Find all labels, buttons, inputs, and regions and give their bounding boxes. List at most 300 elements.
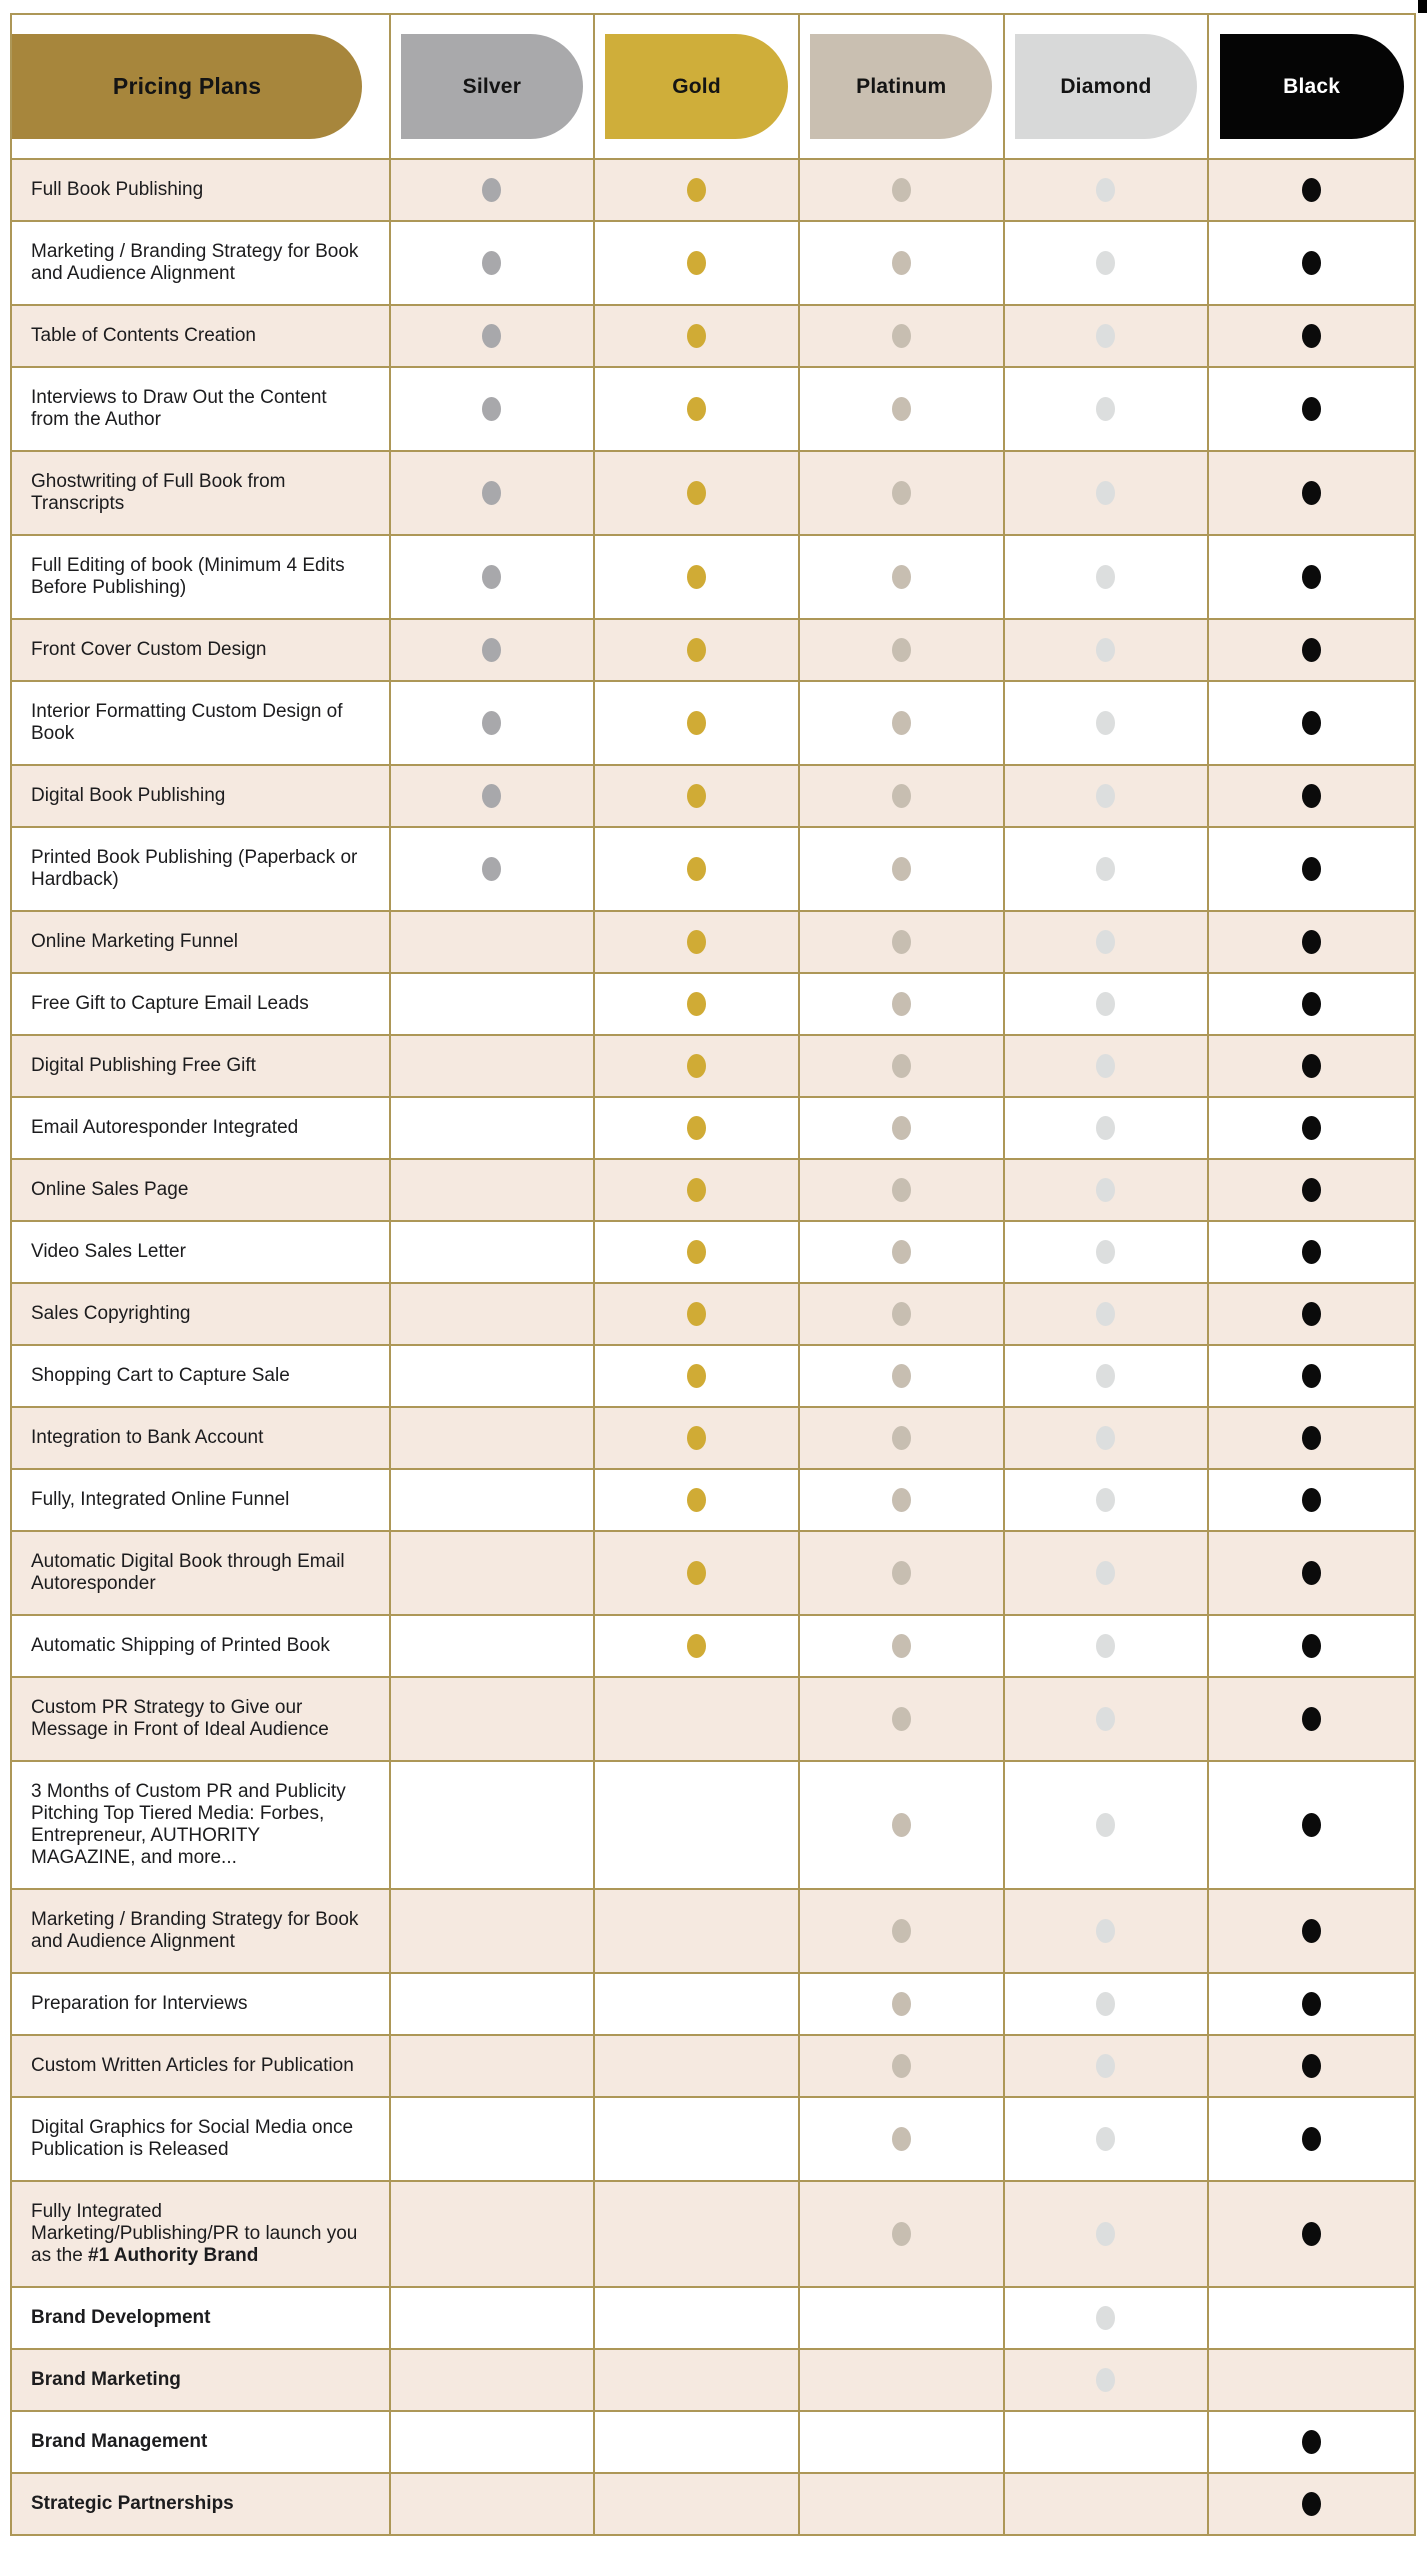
plan-cell-black (1209, 2350, 1414, 2410)
feature-cell (12, 1408, 391, 1468)
diamond-included-dot (1096, 2127, 1115, 2151)
plan-cell-platinum (800, 1408, 1005, 1468)
feature-label-text: Automatic Shipping of Printed Book (31, 1635, 330, 1656)
table-row (12, 1974, 1414, 2036)
plan-cell-platinum (800, 1762, 1005, 1888)
platinum-included-dot (892, 857, 911, 881)
plan-cell-black (1209, 2036, 1414, 2096)
gold-included-dot (687, 178, 706, 202)
diamond-included-dot (1096, 2368, 1115, 2392)
black-included-dot (1302, 1302, 1321, 1326)
black-included-dot (1302, 2054, 1321, 2078)
plan-cell-platinum (800, 1678, 1005, 1760)
feature-cell (12, 1470, 391, 1530)
feature-cell (12, 1890, 391, 1972)
platinum-included-dot (892, 1919, 911, 1943)
feature-cell (12, 2182, 391, 2286)
plan-cell-black (1209, 974, 1414, 1034)
platinum-included-dot (892, 1992, 911, 2016)
table-row (12, 1678, 1414, 1762)
gold-included-dot (687, 1634, 706, 1658)
header-cell-diamond (1005, 15, 1210, 158)
feature-label-text: Marketing / Branding Strategy for Book and Audience Alignment (31, 1909, 359, 1952)
plan-cell-gold (595, 1160, 800, 1220)
diamond-included-dot (1096, 1488, 1115, 1512)
plan-cell-diamond (1005, 2098, 1210, 2180)
feature-cell (12, 1762, 391, 1888)
table-row (12, 1532, 1414, 1616)
gold-included-dot (687, 930, 706, 954)
header-cell-gold (595, 15, 800, 158)
feature-cell (12, 368, 391, 450)
diamond-included-dot (1096, 178, 1115, 202)
plan-cell-diamond (1005, 1762, 1210, 1888)
platinum-included-dot (892, 481, 911, 505)
plan-cell-platinum (800, 1222, 1005, 1282)
table-row (12, 1098, 1414, 1160)
table-row (12, 2288, 1414, 2350)
plan-cell-black (1209, 766, 1414, 826)
plan-cell-silver (391, 912, 596, 972)
platinum-included-dot (892, 178, 911, 202)
table-row (12, 1284, 1414, 1346)
diamond-included-dot (1096, 481, 1115, 505)
feature-cell (12, 2412, 391, 2472)
gold-included-dot (687, 992, 706, 1016)
plan-cell-platinum (800, 1284, 1005, 1344)
feature-cell (12, 1098, 391, 1158)
diamond-included-dot (1096, 711, 1115, 735)
feature-label-text: Brand Marketing (31, 2369, 181, 2390)
plan-cell-platinum (800, 1974, 1005, 2034)
diamond-included-dot (1096, 930, 1115, 954)
feature-label-text: Digital Publishing Free Gift (31, 1055, 256, 1076)
platinum-included-dot (892, 1426, 911, 1450)
gold-included-dot (687, 1561, 706, 1585)
plan-cell-gold (595, 1890, 800, 1972)
platinum-included-dot (892, 1707, 911, 1731)
feature-cell (12, 828, 391, 910)
feature-label-text: Interior Formatting Custom Design of Book (31, 701, 343, 744)
plan-cell-diamond (1005, 1974, 1210, 2034)
plan-cell-platinum (800, 1890, 1005, 1972)
feature-cell (12, 1284, 391, 1344)
plan-cell-black (1209, 2474, 1414, 2534)
plan-cell-diamond (1005, 452, 1210, 534)
plan-cell-black (1209, 1036, 1414, 1096)
plan-cell-diamond (1005, 1890, 1210, 1972)
feature-label (12, 1222, 210, 1282)
feature-label-text: 3 Months of Custom PR and Publicity Pitching Top Tiered Media: Forbes, Entrepreneur, AUTHORITY MAGAZINE, and more... (31, 1781, 346, 1868)
plan-cell-platinum (800, 620, 1005, 680)
plan-cell-platinum (800, 1098, 1005, 1158)
plan-cell-platinum (800, 766, 1005, 826)
table-row (12, 828, 1414, 912)
feature-label (12, 1616, 354, 1676)
plan-cell-diamond (1005, 1616, 1210, 1676)
plan-cell-gold (595, 536, 800, 618)
feature-label (12, 2036, 378, 2096)
silver-included-dot (482, 397, 501, 421)
plan-cell-diamond (1005, 974, 1210, 1034)
table-row (12, 160, 1414, 222)
plan-cell-diamond (1005, 2350, 1210, 2410)
black-included-dot (1302, 178, 1321, 202)
table-row (12, 536, 1414, 620)
plan-cell-black (1209, 620, 1414, 680)
black-included-dot (1302, 1054, 1321, 1078)
plan-cell-silver (391, 974, 596, 1034)
table-row (12, 766, 1414, 828)
plan-cell-silver (391, 1408, 596, 1468)
feature-label (12, 1408, 287, 1468)
feature-cell (12, 682, 391, 764)
plan-cell-gold (595, 1762, 800, 1888)
table-row (12, 368, 1414, 452)
black-included-dot (1302, 857, 1321, 881)
header-cell-black (1209, 15, 1414, 158)
black-included-dot (1302, 1992, 1321, 2016)
black-included-dot (1302, 992, 1321, 1016)
plan-cell-gold (595, 1470, 800, 1530)
plan-cell-gold (595, 160, 800, 220)
plan-cell-silver (391, 2288, 596, 2348)
plan-cell-silver (391, 1616, 596, 1676)
plan-cell-silver (391, 306, 596, 366)
plan-cell-diamond (1005, 1098, 1210, 1158)
black-included-dot (1302, 2222, 1321, 2246)
feature-label-text: Ghostwriting of Full Book from Transcripts (31, 471, 286, 514)
plan-cell-diamond (1005, 222, 1210, 304)
plan-cell-gold (595, 2288, 800, 2348)
feature-label-text: Automatic Digital Book through Email Autoresponder (31, 1551, 345, 1594)
feature-cell (12, 766, 391, 826)
diamond-included-dot (1096, 992, 1115, 1016)
feature-label-text: Interviews to Draw Out the Content from the Author (31, 387, 327, 430)
plan-cell-gold (595, 2098, 800, 2180)
plan-cell-platinum (800, 1532, 1005, 1614)
plan-cell-platinum (800, 222, 1005, 304)
feature-label (12, 1890, 389, 1972)
black-included-dot (1302, 638, 1321, 662)
table-row (12, 1890, 1414, 1974)
feature-label-text: Free Gift to Capture Email Leads (31, 993, 309, 1014)
plan-cell-gold (595, 1346, 800, 1406)
plan-cell-diamond (1005, 2288, 1210, 2348)
plan-cell-gold (595, 1616, 800, 1676)
feature-label-text: Digital Book Publishing (31, 785, 226, 806)
diamond-included-dot (1096, 1426, 1115, 1450)
plan-cell-platinum (800, 1616, 1005, 1676)
plan-cell-silver (391, 1470, 596, 1530)
plan-cell-silver (391, 2412, 596, 2472)
plan-cell-black (1209, 1222, 1414, 1282)
gold-included-dot (687, 565, 706, 589)
table-row (12, 912, 1414, 974)
table-row (12, 1762, 1414, 1890)
plan-cell-diamond (1005, 306, 1210, 366)
plan-cell-platinum (800, 2412, 1005, 2472)
plan-cell-diamond (1005, 1346, 1210, 1406)
table-row (12, 2036, 1414, 2098)
plan-cell-black (1209, 536, 1414, 618)
black-included-dot (1302, 1116, 1321, 1140)
feature-cell (12, 452, 391, 534)
feature-label (12, 2412, 231, 2472)
plan-cell-silver (391, 160, 596, 220)
feature-label-text: Sales Copyrighting (31, 1303, 191, 1324)
plan-cell-gold (595, 1974, 800, 2034)
silver-included-dot (482, 711, 501, 735)
plan-cell-silver (391, 1284, 596, 1344)
plan-cell-platinum (800, 828, 1005, 910)
gold-included-dot (687, 481, 706, 505)
plan-cell-platinum (800, 368, 1005, 450)
black-included-dot (1302, 481, 1321, 505)
black-included-dot (1302, 930, 1321, 954)
plan-cell-black (1209, 160, 1414, 220)
plan-cell-diamond (1005, 1678, 1210, 1760)
plan-cell-diamond (1005, 682, 1210, 764)
black-included-dot (1302, 2492, 1321, 2516)
feature-label (12, 160, 227, 220)
plan-cell-black (1209, 306, 1414, 366)
table-row (12, 2412, 1414, 2474)
diamond-included-dot (1096, 1919, 1115, 1943)
plan-cell-gold (595, 2182, 800, 2286)
feature-label (12, 1678, 389, 1760)
table-row (12, 1616, 1414, 1678)
plan-cell-diamond (1005, 368, 1210, 450)
plan-cell-black (1209, 1098, 1414, 1158)
plan-cell-diamond (1005, 912, 1210, 972)
plan-cell-diamond (1005, 536, 1210, 618)
platinum-included-dot (892, 1240, 911, 1264)
plan-cell-black (1209, 1346, 1414, 1406)
plan-cell-black (1209, 1762, 1414, 1888)
black-included-dot (1302, 1364, 1321, 1388)
feature-cell (12, 160, 391, 220)
plan-cell-black (1209, 2288, 1414, 2348)
diamond-included-dot (1096, 565, 1115, 589)
table-row (12, 682, 1414, 766)
plan-cell-diamond (1005, 766, 1210, 826)
plan-cell-black (1209, 912, 1414, 972)
platinum-included-dot (892, 1634, 911, 1658)
feature-cell (12, 1160, 391, 1220)
pricing-table (10, 13, 1416, 2536)
black-included-dot (1302, 251, 1321, 275)
table-row (12, 1036, 1414, 1098)
feature-cell (12, 1532, 391, 1614)
plan-cell-gold (595, 1678, 800, 1760)
plan-cell-platinum (800, 452, 1005, 534)
feature-cell (12, 620, 391, 680)
silver-included-dot (482, 481, 501, 505)
plan-cell-black (1209, 2412, 1414, 2472)
plan-cell-gold (595, 1036, 800, 1096)
feature-cell (12, 2098, 391, 2180)
plan-cell-gold (595, 974, 800, 1034)
plan-cell-silver (391, 452, 596, 534)
feature-label (12, 1284, 214, 1344)
feature-label-text: Online Sales Page (31, 1179, 189, 1200)
table-row (12, 222, 1414, 306)
plan-cell-black (1209, 682, 1414, 764)
plan-cell-silver (391, 1532, 596, 1614)
plan-cell-gold (595, 912, 800, 972)
table-row (12, 1346, 1414, 1408)
plan-cell-silver (391, 1678, 596, 1760)
plan-cell-black (1209, 1532, 1414, 1614)
plan-cell-black (1209, 2098, 1414, 2180)
silver-included-dot (482, 324, 501, 348)
black-included-dot (1302, 1240, 1321, 1264)
plan-cell-black (1209, 1284, 1414, 1344)
feature-cell (12, 2036, 391, 2096)
gold-pill: Gold (605, 34, 787, 139)
gold-included-dot (687, 324, 706, 348)
silver-included-dot (482, 784, 501, 808)
plan-cell-diamond (1005, 828, 1210, 910)
black-included-dot (1302, 1813, 1321, 1837)
feature-cell (12, 912, 391, 972)
feature-label-text: Preparation for Interviews (31, 1993, 248, 2014)
gold-included-dot (687, 397, 706, 421)
feature-label-text: Digital Graphics for Social Media once Publication is Released (31, 2117, 354, 2160)
platinum-included-dot (892, 784, 911, 808)
header-cell-pricing-plans (12, 15, 391, 158)
feature-label (12, 306, 280, 366)
diamond-included-dot (1096, 1364, 1115, 1388)
feature-cell (12, 1222, 391, 1282)
platinum-pill: Platinum (810, 34, 992, 139)
plan-cell-gold (595, 1532, 800, 1614)
diamond-included-dot (1096, 251, 1115, 275)
feature-label (12, 2350, 205, 2410)
gold-included-dot (687, 1426, 706, 1450)
feature-label-text: Custom PR Strategy to Give our Message in Front of Ideal Audience (31, 1697, 329, 1740)
plan-cell-platinum (800, 2288, 1005, 2348)
feature-label-text: Online Marketing Funnel (31, 931, 238, 952)
plan-cell-gold (595, 682, 800, 764)
feature-label (12, 682, 389, 764)
diamond-included-dot (1096, 1992, 1115, 2016)
silver-included-dot (482, 857, 501, 881)
plan-cell-black (1209, 222, 1414, 304)
plan-cell-silver (391, 682, 596, 764)
plan-cell-gold (595, 452, 800, 534)
black-included-dot (1302, 2127, 1321, 2151)
plan-cell-gold (595, 368, 800, 450)
table-row (12, 306, 1414, 368)
plan-cell-black (1209, 1160, 1414, 1220)
table-row (12, 1160, 1414, 1222)
silver-included-dot (482, 565, 501, 589)
plan-cell-silver (391, 1762, 596, 1888)
plan-cell-silver (391, 828, 596, 910)
black-included-dot (1302, 1426, 1321, 1450)
plan-cell-black (1209, 1616, 1414, 1676)
header-cell-platinum (800, 15, 1005, 158)
feature-label-text: Table of Contents Creation (31, 325, 256, 346)
platinum-included-dot (892, 2054, 911, 2078)
feature-cell (12, 1616, 391, 1676)
pricing-plans-pill: Pricing Plans (12, 34, 362, 139)
platinum-included-dot (892, 638, 911, 662)
plan-cell-platinum (800, 2036, 1005, 2096)
plan-cell-gold (595, 1284, 800, 1344)
table-row (12, 1470, 1414, 1532)
plan-cell-platinum (800, 1036, 1005, 1096)
black-included-dot (1302, 565, 1321, 589)
plan-cell-diamond (1005, 2036, 1210, 2096)
gold-included-dot (687, 1178, 706, 1202)
plan-cell-silver (391, 2182, 596, 2286)
feature-label-text: Front Cover Custom Design (31, 639, 267, 660)
platinum-included-dot (892, 397, 911, 421)
gold-included-dot (687, 857, 706, 881)
feature-label (12, 620, 290, 680)
platinum-included-dot (892, 1302, 911, 1326)
plan-cell-diamond (1005, 1470, 1210, 1530)
feature-label (12, 1470, 313, 1530)
black-included-dot (1302, 1488, 1321, 1512)
feature-label (12, 368, 389, 450)
feature-label (12, 2474, 258, 2534)
plan-cell-black (1209, 1974, 1414, 2034)
black-included-dot (1302, 784, 1321, 808)
plan-cell-diamond (1005, 1284, 1210, 1344)
plan-cell-silver (391, 2036, 596, 2096)
header-cell-silver (391, 15, 596, 158)
plan-cell-platinum (800, 2098, 1005, 2180)
plan-cell-silver (391, 536, 596, 618)
feature-label-text: Integration to Bank Account (31, 1427, 264, 1448)
plan-cell-platinum (800, 1470, 1005, 1530)
gold-included-dot (687, 1364, 706, 1388)
plan-cell-gold (595, 2412, 800, 2472)
plan-cell-platinum (800, 160, 1005, 220)
plan-cell-diamond (1005, 160, 1210, 220)
plan-cell-platinum (800, 536, 1005, 618)
platinum-included-dot (892, 565, 911, 589)
plan-cell-platinum (800, 1160, 1005, 1220)
feature-label-text: Fully Integrated Marketing/Publishing/PR to launch you as the (31, 2201, 358, 2266)
diamond-included-dot (1096, 638, 1115, 662)
feature-cell (12, 974, 391, 1034)
plan-cell-diamond (1005, 1036, 1210, 1096)
top-right-black-mark (1418, 0, 1427, 13)
feature-cell (12, 2350, 391, 2410)
feature-label-text: Full Book Publishing (31, 179, 204, 200)
plan-cell-diamond (1005, 1160, 1210, 1220)
platinum-included-dot (892, 251, 911, 275)
gold-included-dot (687, 1116, 706, 1140)
table-row (12, 2182, 1414, 2288)
gold-included-dot (687, 251, 706, 275)
table-row (12, 974, 1414, 1036)
feature-cell (12, 2474, 391, 2534)
feature-cell (12, 1346, 391, 1406)
plan-cell-diamond (1005, 2182, 1210, 2286)
feature-cell (12, 306, 391, 366)
plan-cell-platinum (800, 1346, 1005, 1406)
platinum-included-dot (892, 1054, 911, 1078)
plan-cell-diamond (1005, 1222, 1210, 1282)
table-row (12, 620, 1414, 682)
platinum-included-dot (892, 1364, 911, 1388)
